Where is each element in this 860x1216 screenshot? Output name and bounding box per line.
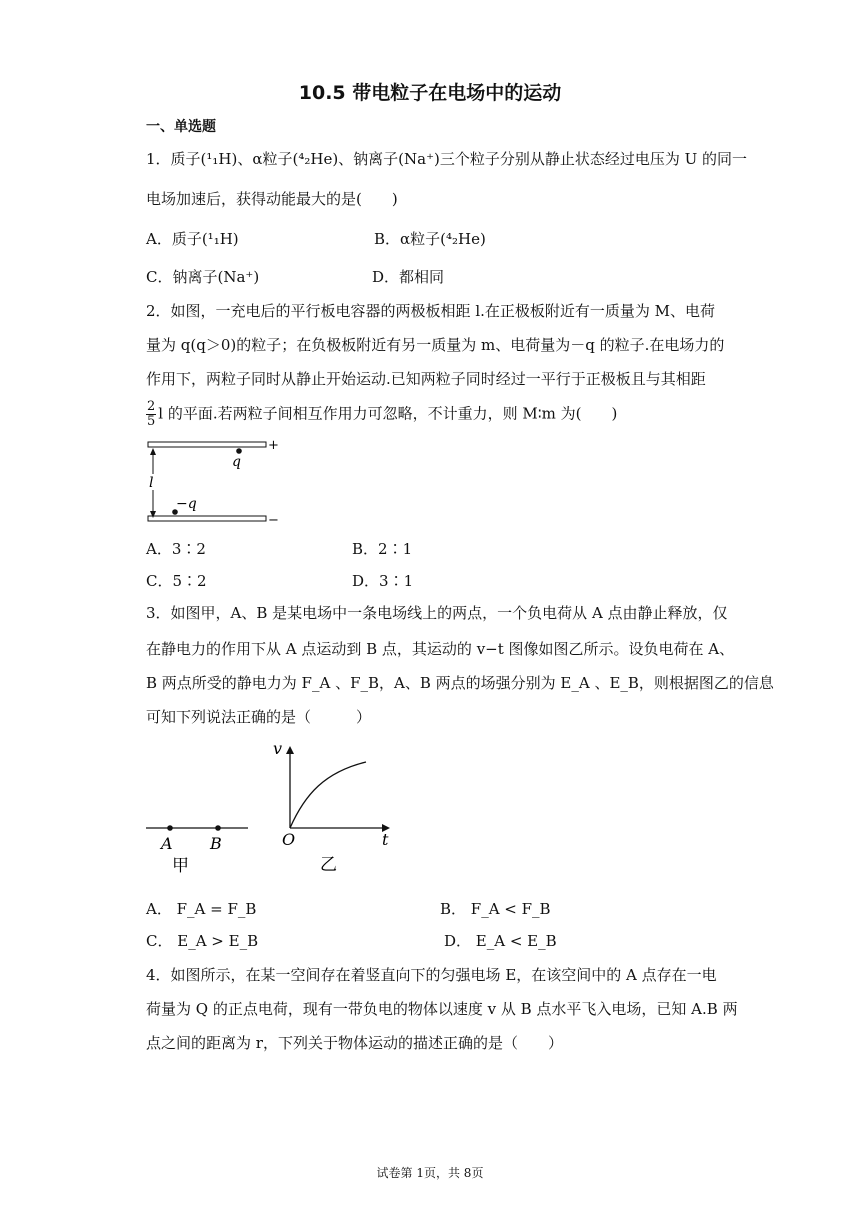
q3-option-c: C． E_A > E_B (146, 932, 259, 950)
label-b: B (210, 834, 222, 853)
point-a-dot (167, 825, 173, 831)
q3-option-d: D． E_A < E_B (444, 932, 557, 950)
page-footer: 试卷第 1页，共 8页 (376, 1166, 484, 1180)
q2-option-b: B．2∶1 (352, 540, 413, 558)
negative-plate (148, 516, 266, 521)
q2-option-c: C．5∶2 (146, 572, 207, 590)
v-axis-arrow-icon (286, 746, 294, 754)
label-t: t (382, 830, 389, 849)
q1-line-1: 1．质子(¹₁H)、α粒子(⁴₂He)、钠离子(Na⁺)三个粒子分别从静止状态经过电压为 U 的同一 (146, 150, 748, 168)
fraction-numerator: 2 (147, 399, 156, 414)
q3-option-b: B． F_A < F_B (440, 900, 551, 918)
q3-line-1: 3．如图甲，A、B 是某电场中一条电场线上的两点，一个负电荷从 A 点由静止释放，仅 (146, 604, 728, 622)
particle-q (236, 448, 242, 454)
page-title: 10.5 带电粒子在电场中的运动 (298, 82, 562, 104)
q4-line-3: 点之间的距离为 r，下列关于物体运动的描述正确的是（ ） (146, 1034, 563, 1052)
minus-sign: − (268, 513, 279, 528)
section-heading: 一、单选题 (146, 119, 216, 135)
capacitor-figure (140, 436, 290, 528)
label-q: q (232, 454, 241, 470)
q1-line-2: 电场加速后，获得动能最大的是( ) (146, 190, 398, 208)
positive-plate (148, 442, 266, 447)
q4-line-1: 4．如图所示，在某一空间存在着竖直向下的匀强电场 E，在该空间中的 A 点存在一电 (146, 966, 717, 984)
label-yi: 乙 (320, 855, 337, 875)
q1-option-a: A．质子(¹₁H) (146, 230, 239, 248)
q4-line-2: 荷量为 Q 的正点电荷，现有一带负电的物体以速度 v 从 B 点水平飞入电场，已知 A.B 两 (146, 1000, 738, 1018)
label-origin: O (282, 830, 296, 849)
q2-line-3: 作用下，两粒子同时从静止开始运动.已知两粒子同时经过一平行于正极板且与其相距 (146, 370, 706, 388)
q2-line-4: l 的平面.若两粒子间相互作用力可忽略，不计重力，则 M∶m 为( ) (158, 404, 618, 423)
q3-line-3: B 两点所受的静电力为 F_A 、F_B，A、B 两点的场强分别为 E_A 、E_B，则根据图乙的信息 (146, 674, 774, 692)
q3-line-4: 可知下列说法正确的是（ ） (146, 708, 372, 726)
plus-sign: + (268, 438, 279, 453)
label-a: A (161, 834, 173, 853)
label-neg-q: −q (176, 496, 197, 512)
label-v: v (273, 739, 283, 758)
q2-line-4-wrap (146, 400, 617, 429)
label-jia: 甲 (172, 856, 189, 876)
point-b-dot (215, 825, 221, 831)
fraction (146, 400, 156, 429)
q2-line-1: 2．如图，一充电后的平行板电容器的两极板相距 l.在正极板附近有一质量为 M、电荷 (146, 302, 716, 320)
q1-option-d: D．都相同 (372, 268, 445, 286)
q1-option-b: B．α粒子(⁴₂He) (374, 230, 486, 248)
field-line-and-vt-figure (140, 736, 400, 876)
q3-line-2: 在静电力的作用下从 A 点运动到 B 点，其运动的 v−t 图像如图乙所示。设负电荷在 A、 (146, 640, 735, 658)
arrow-head-up-icon (150, 448, 156, 455)
q2-option-a: A．3∶2 (146, 540, 206, 558)
fraction-denominator: 5 (147, 414, 156, 429)
vt-curve (290, 762, 366, 828)
q1-option-c: C．钠离子(Na⁺) (146, 268, 260, 286)
q3-option-a: A． F_A = F_B (146, 900, 257, 918)
q2-line-2: 量为 q(q＞0)的粒子；在负极板附近有另一质量为 m、电荷量为－q 的粒子.在电场力的 (146, 336, 725, 354)
q2-option-d: D．3∶1 (352, 572, 414, 590)
label-l: l (149, 475, 154, 491)
